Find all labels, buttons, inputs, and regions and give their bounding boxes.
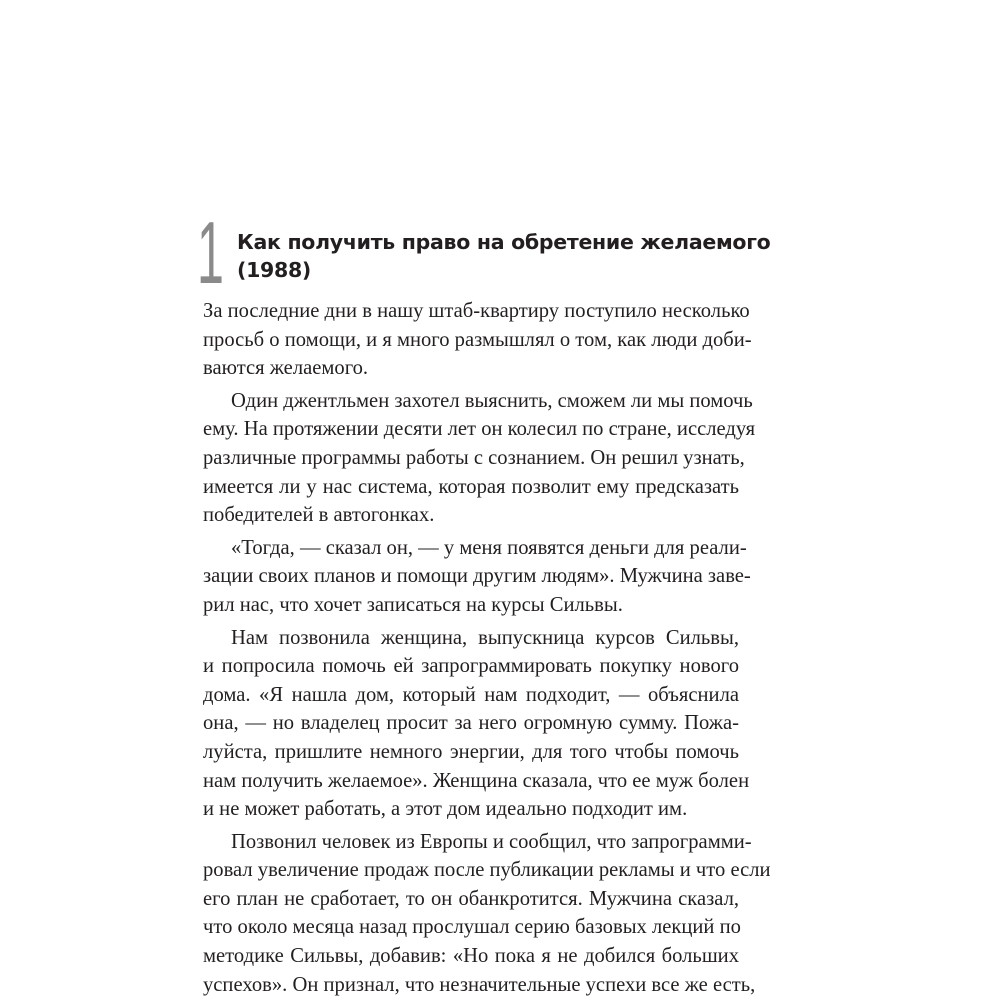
text-line: и не может работать, а этот дом идеально подходит им. — [203, 798, 688, 821]
text-line: просьб о помощи, и я много размышлял о том, как люди доби- — [203, 328, 752, 351]
text-line: победителей в автогонках. — [203, 504, 435, 527]
text-line: его план не сработает, то он обанкротится. Мужчина сказал, — [203, 887, 739, 910]
text-line: имеется ли у нас система, которая позволит ему предсказать — [203, 475, 739, 498]
text-line: ему. На протяжении десяти лет он колесил по стране, исследуя — [203, 418, 756, 441]
chapter-title-line: (1988) — [237, 258, 311, 282]
chapter-number: 1 — [197, 203, 224, 302]
text-line: Позвонил человек из Европы и сообщил, что запрограмми- — [231, 830, 752, 853]
text-line: «Тогда, — сказал он, — у меня появятся деньги для реали- — [231, 536, 747, 559]
text-line: Один джентльмен захотел выяснить, сможем ли мы помочь — [231, 389, 753, 412]
text-line: дома. «Я нашла дом, который нам подходит, — объяснила — [203, 683, 739, 706]
text-line: Нам позвонила женщина, выпускница курсов Сильвы, — [231, 626, 739, 649]
chapter-title-line: Как получить право на обретение желаемого — [237, 230, 771, 254]
text-line: нам получить желаемое». Женщина сказала, что ее муж болен — [203, 769, 750, 792]
paragraph — [203, 387, 756, 530]
text-line: различные программы работы с сознанием. Он решил узнать, — [203, 446, 745, 469]
text-line: методике Сильвы, добавив: «Но пока я не добился больших — [203, 945, 739, 968]
chapter-title — [237, 228, 777, 284]
paragraph — [203, 297, 752, 383]
text-line: За последние дни в нашу штаб-квартиру поступило несколько — [203, 300, 750, 322]
paragraph — [203, 828, 771, 1000]
text-line: и попросила помочь ей запрограммировать покупку нового — [203, 655, 739, 678]
text-line: что около месяца назад прослушал серию базовых лекций по — [203, 916, 741, 939]
paragraph — [203, 624, 750, 824]
text-line: рил нас, что хочет записаться на курсы Сильвы. — [203, 593, 623, 616]
paragraph — [203, 534, 751, 620]
body-text — [203, 297, 771, 999]
text-line: успехов». Он признал, что незначительные успехи все же есть, — [203, 973, 756, 996]
text-line: ровал увеличение продаж после публикации рекламы и что если — [203, 859, 771, 882]
text-line: ваются желаемого. — [203, 357, 369, 380]
text-line: луйста, пришлите немного энергии, для того чтобы помочь — [203, 740, 739, 763]
text-line: зации своих планов и помощи другим людям». Мужчина заве- — [203, 565, 751, 588]
text-line: она, — но владелец просит за него огромную сумму. Пожа- — [203, 712, 739, 735]
